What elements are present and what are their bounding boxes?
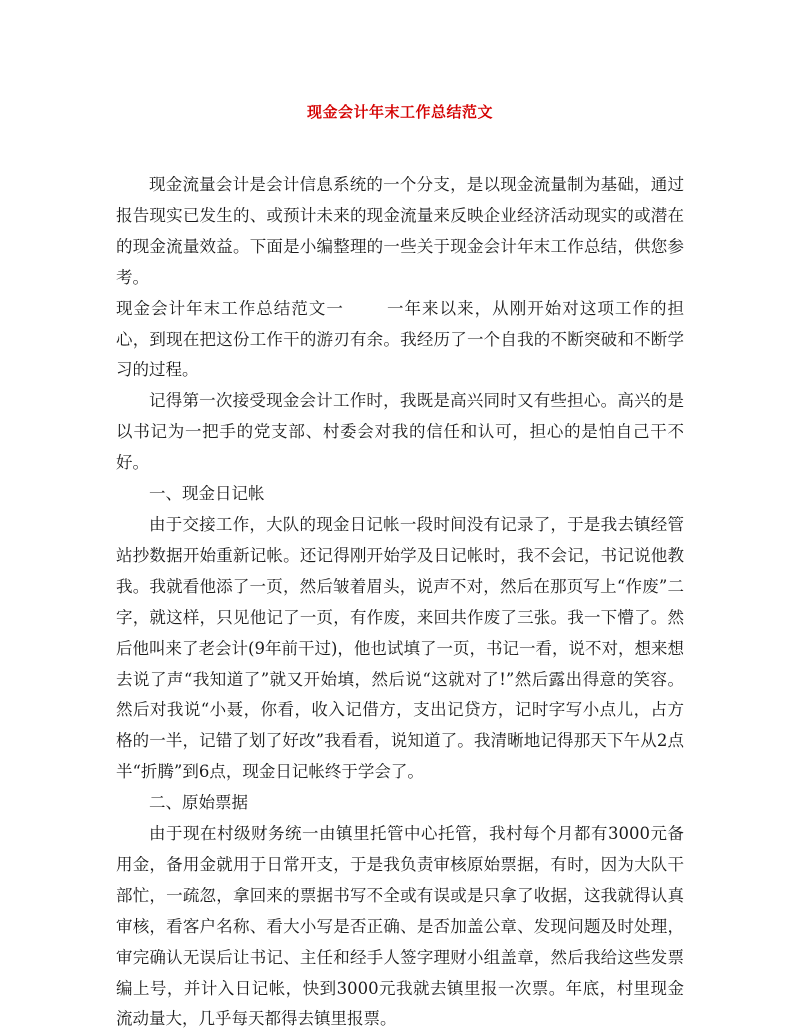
document-page [116, 100, 684, 1035]
cash-journal-paragraph: 由于交接工作，大队的现金日记帐一段时间没有记录了，于是我去镇经管站抄数据开始重新记帐。还记得刚开始学及日记帐时，我不会记，书记说他教我。我就看他添了一页，然后皱着眉头，说声不对，然后在那页写上“作废”二字，就这样，只见他记了一页，有作废，来回共作废了三张。我一下懵了。然后他叫来了老会计(9年前干过)，他也试填了一页，书记一看，说不对，想来想去说了声“我知道了”就又开始填，然后说“这就对了!”然后露出得意的笑容。然后对我说“小聂，你看，收入记借方，支出记贷方，记时字写小点儿，占方格的一半，记错了划了好改”我看看，说知道了。我清晰地记得那天下午从2点半“折腾”到6点，现金日记帐终于学会了。 [116, 514, 684, 782]
heading-original-bills: 二、原始票据 [149, 793, 248, 813]
first-time-paragraph: 记得第一次接受现金会计工作时，我既是高兴同时又有些担心。高兴的是以书记为一把手的党支部、村委会对我的信任和认可，担心的是怕自己干不好。 [116, 391, 684, 473]
document-title: 现金会计年末工作总结范文 [306, 103, 493, 121]
section-label: 现金会计年末工作总结范文一 [116, 298, 344, 318]
heading-cash-journal: 一、现金日记帐 [149, 484, 265, 504]
section-opening-paragraph [116, 294, 684, 387]
intro-paragraph: 现金流量会计是会计信息系统的一个分支，是以现金流量制为基础，通过报告现实已发生的、或预计未来的现金流量来反映企业经济活动现实的或潜在的现金流量效益。下面是小编整理的一些关于现金会计年末工作总结，供您参考。 [116, 175, 684, 287]
document-body [116, 170, 684, 1035]
original-bills-paragraph: 由于现在村级财务统一由镇里托管中心托管，我村每个月都有3000元备用金，备用金就用于日常开支，于是我负责审核原始票据，有时，因为大队干部忙，一疏忽，拿回来的票据书写不全或有误或是只拿了收据，这我就得认真审核，看客户名称、看大小写是否正确、是否加盖公章、发现问题及时处理，审完确认无误后让书记、主任和经手人签字理财小组盖章，然后我给这些发票编上号，并计入日记帐，快到3000元我就去镇里报一次票。年底，村里现金流动量大，几乎每天都得去镇里报票。 [116, 824, 684, 1029]
section-opening-text: 一年来以来，从刚开始对这项工作的担心，到现在把这份工作干的游刃有余。我经历了一个自我的不断突破和不断学习的过程。 [116, 298, 685, 380]
